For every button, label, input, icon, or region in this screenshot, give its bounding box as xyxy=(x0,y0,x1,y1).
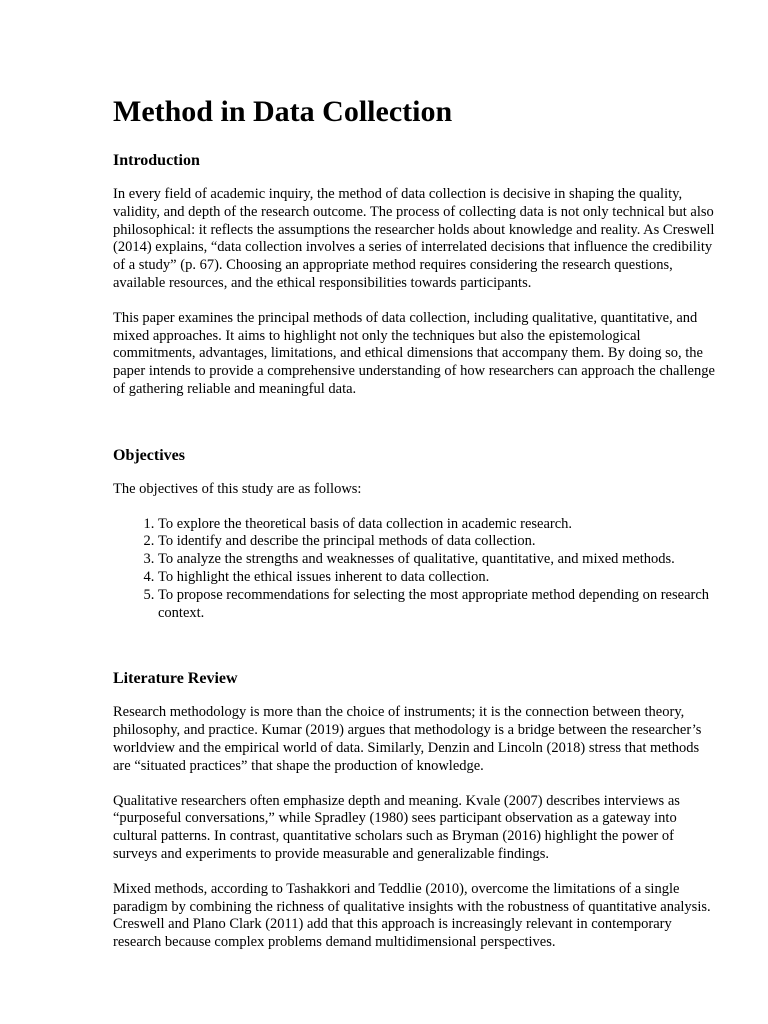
objectives-heading: Objectives xyxy=(113,446,185,464)
document-title: Method in Data Collection xyxy=(113,95,453,128)
literature-paragraph-2: Qualitative researchers often emphasize depth and meaning. Kvale (2007) describes interviews as “purposeful conversations,” while Spradley (1980) sees participant observation as a gateway into cultural patterns. In contrast, quantitative scholars such as Bryman (2016) highlight the power of surveys and experiments to provide measurable and generalizable findings. xyxy=(113,792,680,862)
objective-item: 2. To identify and describe the principal methods of data collection. xyxy=(158,533,720,551)
objective-item: 5. To propose recommendations for selecting the most appropriate method depending on research context. xyxy=(158,587,720,623)
objective-item: 4. To highlight the ethical issues inherent to data collection. xyxy=(158,569,720,587)
literature-paragraph-1: Research methodology is more than the choice of instruments; it is the connection between theory, philosophy, and practice. Kumar (2019) argues that methodology is a bridge between the researcher’s worldview and the empirical world of data. Similarly, Denzin and Lincoln (2018) stress that methods are “situated practices” that shape the production of knowledge. xyxy=(113,704,702,774)
objectives-intro: The objectives of this study are as follows: xyxy=(113,480,362,497)
introduction-paragraph-2: This paper examines the principal methods of data collection, including qualitative, quantitative, and mixed approaches. It aims to highlight not only the techniques but also the epistemological commitments, advantages, limitations, and ethical dimensions that accompany them. By doing so, the paper intends to provide a comprehensive understanding of how researchers can approach the challenge of gathering reliable and meaningful data. xyxy=(113,309,715,397)
introduction-paragraph-1: In every field of academic inquiry, the method of data collection is decisive in shaping the quality, validity, and depth of the research outcome. The process of collecting data is not only technical but also philosophical: it reflects the assumptions the researcher holds about knowledge and reality. As Creswell (2014) explains, “data collection involves a series of interrelated decisions that influence the credibility of a study” (p. 67). Choosing an appropriate method requires considering the research questions, available resources, and the ethical responsibilities towards participants. xyxy=(113,186,715,291)
objective-item: 1. To explore the theoretical basis of data collection in academic research. xyxy=(158,516,720,534)
literature-paragraph-3: Mixed methods, according to Tashakkori and Teddlie (2010), overcome the limitations of a single paradigm by combining the richness of qualitative insights with the robustness of quantitative analysis. Creswell and Plano Clark (2011) add that this approach is increasingly relevant in contemporary research because complex problems demand multidimensional perspectives. xyxy=(113,880,711,951)
introduction-heading: Introduction xyxy=(113,152,200,169)
literature-review-heading: Literature Review xyxy=(113,670,238,688)
objective-item: 3. To analyze the strengths and weaknesses of qualitative, quantitative, and mixed methods. xyxy=(158,551,720,569)
objectives-list xyxy=(113,516,720,623)
